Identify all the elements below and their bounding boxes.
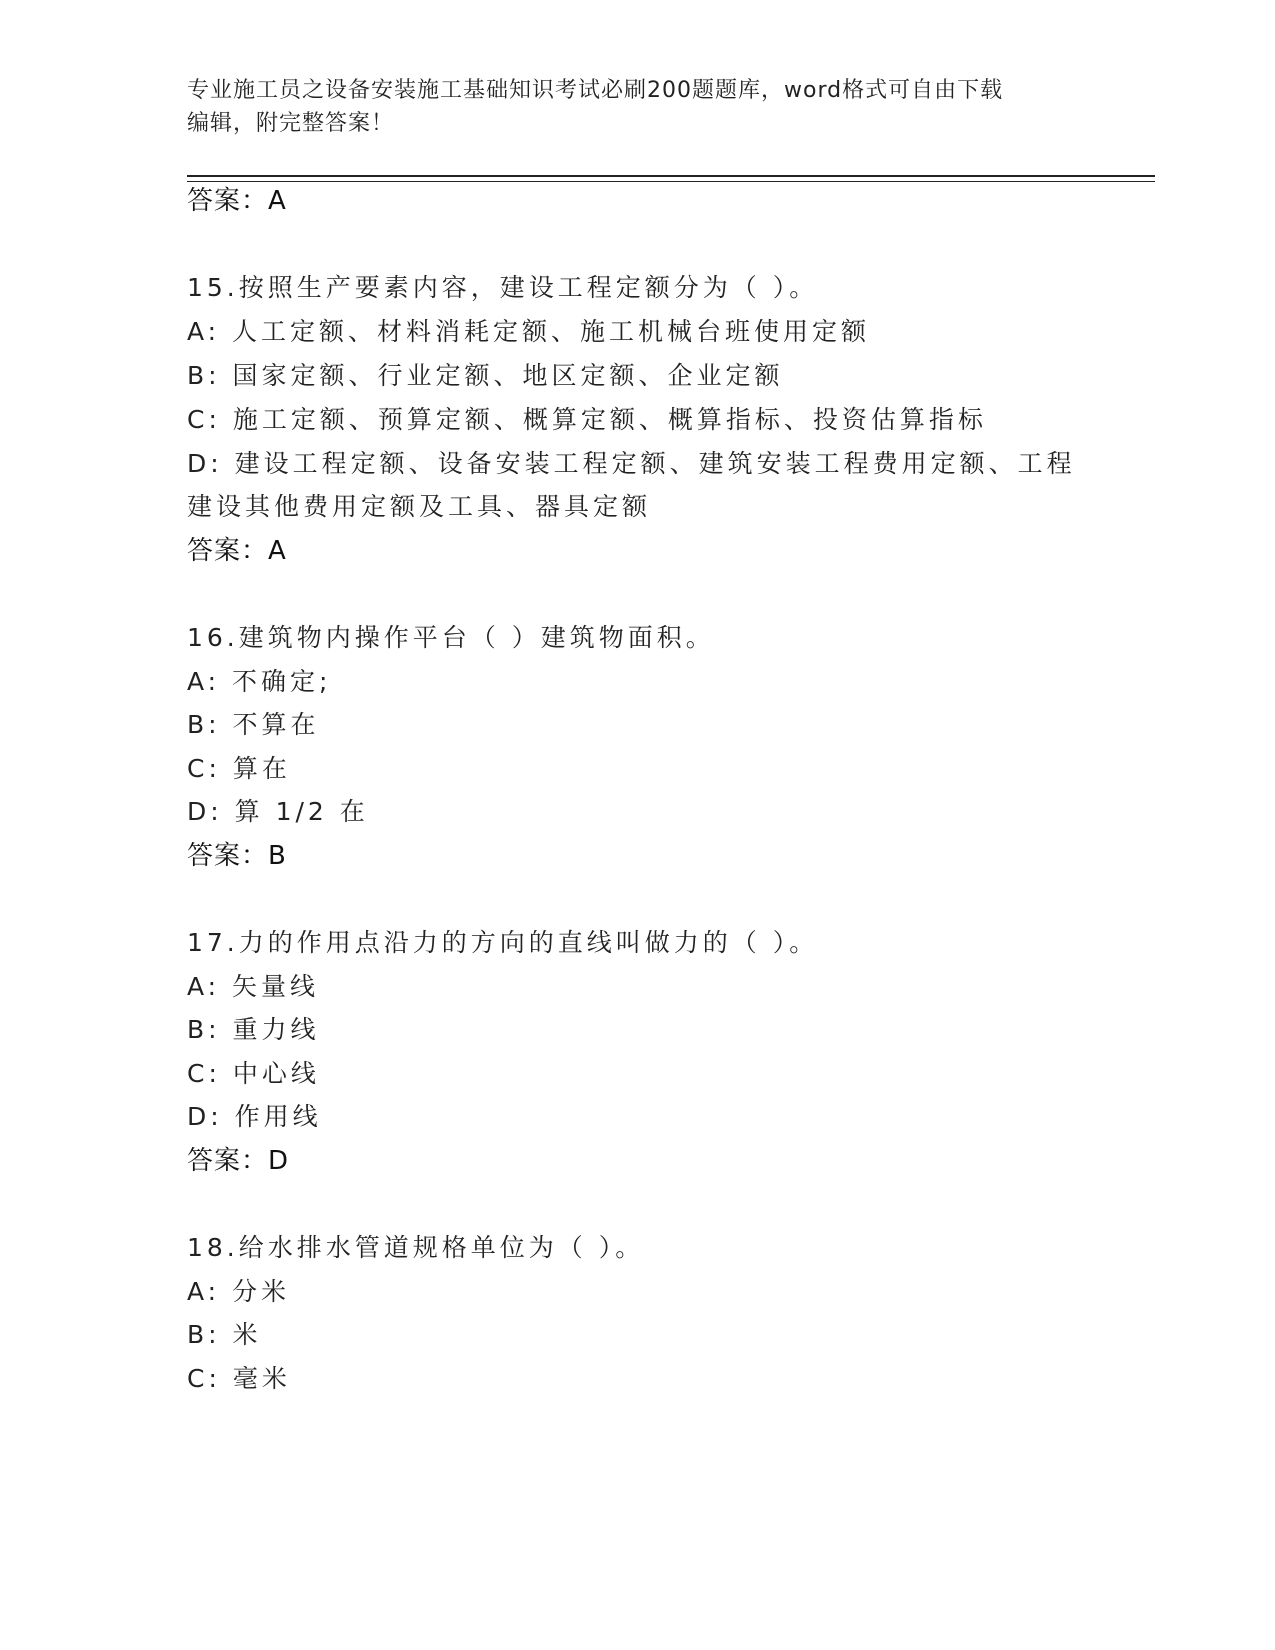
header-title-line2: 编辑，附完整答案！	[187, 111, 395, 136]
option-d-continued: 建设其他费用定额及工具、器具定额	[187, 492, 652, 521]
question-stem: 16.建筑物内操作平台（ ）建筑物面积。	[187, 623, 715, 652]
option-c: C: 中心线	[187, 1059, 320, 1088]
previous-answer: 答案：A	[187, 186, 287, 216]
option-d: D: 算 1/2 在	[187, 797, 369, 826]
option-b: B: 米	[187, 1320, 262, 1349]
option-c: C: 算在	[187, 754, 291, 783]
header-rule-thin	[187, 181, 1155, 182]
option-b: B: 国家定额、行业定额、地区定额、企业定额	[187, 361, 784, 390]
question-stem: 15.按照生产要素内容，建设工程定额分为（ ）。	[187, 273, 819, 302]
header-rule-thick	[187, 175, 1155, 177]
answer: 答案：A	[187, 536, 287, 566]
option-a: A: 矢量线	[187, 972, 320, 1001]
option-c: C: 施工定额、预算定额、概算定额、概算指标、投资估算指标	[187, 405, 987, 434]
answer: 答案：D	[187, 1146, 290, 1176]
answer: 答案：B	[187, 841, 287, 871]
option-d: D: 建设工程定额、设备安装工程定额、建筑安装工程费用定额、工程	[187, 449, 1076, 478]
option-a: A: 分米	[187, 1277, 291, 1306]
question-stem: 18.给水排水管道规格单位为（ ）。	[187, 1233, 645, 1262]
question-stem: 17.力的作用点沿力的方向的直线叫做力的（ ）。	[187, 928, 819, 957]
option-a: A: 不确定;	[187, 667, 332, 696]
option-b: B: 重力线	[187, 1015, 320, 1044]
document-header	[187, 74, 1067, 140]
option-b: B: 不算在	[187, 710, 320, 739]
option-c: C: 毫米	[187, 1364, 291, 1393]
header-title-line1: 专业施工员之设备安装施工基础知识考试必刷200题题库，word格式可自由下载	[187, 78, 1004, 103]
option-d: D: 作用线	[187, 1102, 322, 1131]
option-a: A: 人工定额、材料消耗定额、施工机械台班使用定额	[187, 317, 871, 346]
